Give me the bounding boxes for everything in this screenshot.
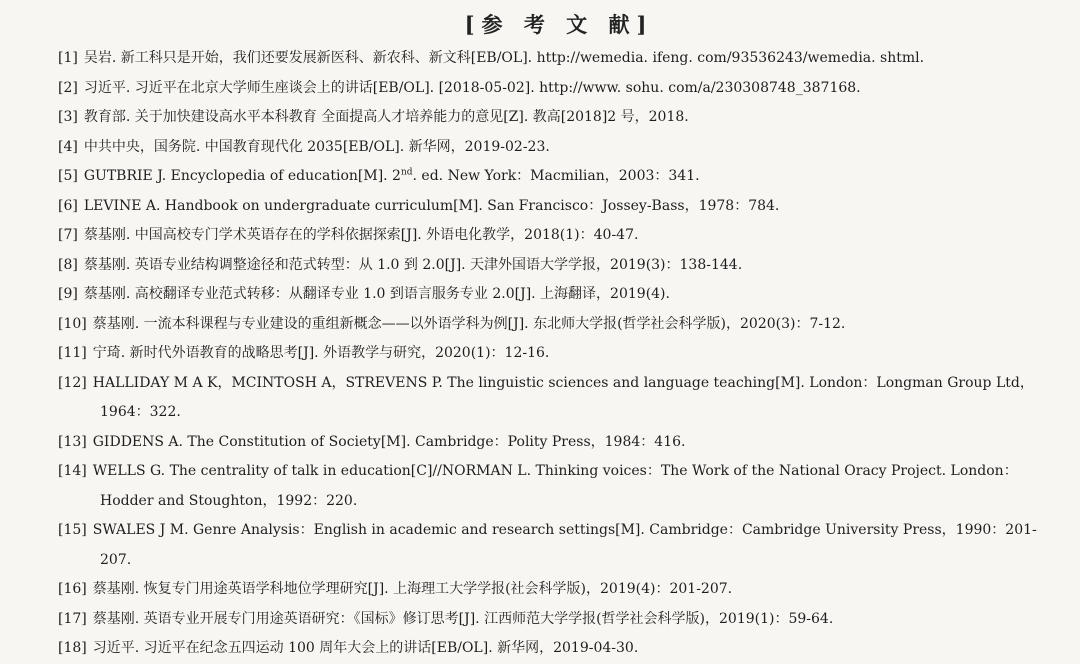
reference-number: [2] [58, 79, 78, 96]
reference-text: 习近平. 习近平在纪念五四运动 100 周年大会上的讲话[EB/OL]. 新华网，2019-04-30. [92, 640, 639, 656]
reference-text: 蔡基刚. 中国高校专门学术英语存在的学科依据探索[J]. 外语电化教学，2018(1)：40-47. [83, 227, 639, 243]
reference-number: [4] [58, 138, 78, 155]
reference-item [58, 221, 1060, 251]
reference-number: [10] [58, 315, 87, 332]
reference-text [84, 168, 700, 184]
reference-list [58, 44, 1060, 664]
reference-text: 宁琦. 新时代外语教育的战略思考[J]. 外语教学与研究，2020(1)：12-16. [92, 345, 550, 361]
reference-item [58, 605, 1060, 635]
reference-item [58, 634, 1060, 664]
reference-number: [6] [58, 197, 78, 214]
reference-number: [15] [58, 522, 87, 538]
reference-item [58, 251, 1060, 281]
reference-item [58, 103, 1060, 133]
reference-number: [16] [58, 581, 87, 597]
reference-text: 吴岩. 新工科只是开始，我们还要发展新医科、新农科、新文科[EB/OL]. http://wemedia. ifeng. com/93536243/wemedia. shtml. [83, 50, 925, 66]
reference-item [58, 457, 1060, 516]
ordinal-superscript: nd [400, 167, 413, 178]
reference-number: [5] [58, 168, 78, 184]
reference-text: 蔡基刚. 英语专业结构调整途径和范式转型：从 1.0 到 2.0[J]. 天津外国语大学学报，2019(3)：138-144. [83, 256, 743, 273]
reference-text: 蔡基刚. 英语专业开展专门用途英语研究：《国标》修订思考[J]. 江西师范大学学报(哲学社会科学版)，2019(1)：59-64. [92, 610, 834, 627]
reference-item [58, 44, 1060, 74]
reference-number: [9] [58, 286, 78, 302]
reference-item [58, 280, 1060, 310]
reference-text-part: . ed. New York：Macmilian，2003：341. [412, 168, 700, 184]
reference-text: GIDDENS A. The Constitution of Society[M]. Cambridge：Polity Press，1984：416. [92, 433, 686, 450]
reference-item [58, 133, 1060, 163]
reference-number: [12] [58, 374, 87, 391]
reference-number: [1] [58, 50, 78, 66]
reference-text: 蔡基刚. 恢复专门用途英语学科地位学理研究[J]. 上海理工大学学报(社会科学版)，2019(4)：201-207. [92, 581, 733, 597]
reference-text: LEVINE A. Handbook on undergraduate curriculum[M]. San Francisco：Jossey-Bass，1978：784. [83, 197, 780, 214]
reference-text: 中共中央，国务院. 中国教育现代化 2035[EB/OL]. 新华网，2019-02-23. [83, 138, 550, 155]
reference-text: 习近平. 习近平在北京大学师生座谈会上的讲话[EB/OL]. [2018-05-02]. http://www. sohu. com/a/230308748_387168. [83, 79, 861, 96]
reference-number: [8] [58, 256, 78, 273]
reference-number: [17] [58, 610, 87, 627]
reference-item [58, 575, 1060, 605]
reference-item [58, 428, 1060, 458]
reference-number: [7] [58, 227, 78, 243]
reference-item [58, 369, 1060, 428]
reference-text: 蔡基刚. 高校翻译专业范式转移：从翻译专业 1.0 到语言服务专业 2.0[J]. 上海翻译，2019(4). [83, 286, 670, 302]
reference-text: SWALES J M. Genre Analysis：English in academic and research settings[M]. Cambridge：Cambridge University Press，1990：201-207. [92, 522, 1037, 568]
reference-item [58, 192, 1060, 222]
reference-item [58, 310, 1060, 340]
reference-item [58, 162, 1060, 192]
reference-number: [14] [58, 463, 87, 479]
reference-number: [13] [58, 433, 87, 450]
reference-text: WELLS G. The centrality of talk in education[C]//NORMAN L. Thinking voices：The Work of the National Oracy Project. London：Hodder and Stoughton，1992：220. [92, 463, 1018, 509]
reference-number: [18] [58, 640, 87, 656]
reference-item [58, 74, 1060, 104]
reference-text: 教育部. 关于加快建设高水平本科教育 全面提高人才培养能力的意见[Z]. 教高[2018]2 号，2018. [83, 109, 689, 125]
reference-text: HALLIDAY M A K，MCINTOSH A，STREVENS P. The linguistic sciences and language teaching[M]. London：Longman Group Ltd，1964：322. [92, 374, 1034, 420]
reference-text-part: GUTBRIE J. Encyclopedia of education[M]. 2 [83, 168, 401, 184]
reference-number: [11] [58, 345, 87, 361]
reference-number: [3] [58, 109, 78, 125]
reference-item [58, 339, 1060, 369]
references-heading: [参 考 文 献] [464, 12, 654, 37]
reference-item [58, 516, 1060, 575]
reference-text: 蔡基刚. 一流本科课程与专业建设的重组新概念——以外语学科为例[J]. 东北师大学报(哲学社会科学版)，2020(3)：7-12. [92, 315, 846, 332]
